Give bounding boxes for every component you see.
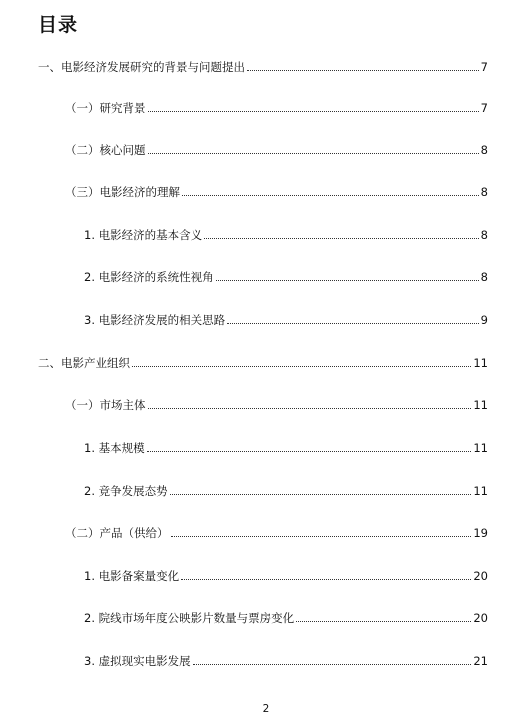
toc-leader-dots bbox=[181, 579, 471, 580]
toc-entry[interactable] bbox=[84, 611, 488, 625]
toc-entry-page: 8 bbox=[480, 185, 488, 199]
toc-entry[interactable] bbox=[65, 526, 488, 540]
toc-entry-label: 二、电影产业组织 bbox=[38, 356, 130, 370]
toc-entry-page: 7 bbox=[480, 60, 488, 74]
toc-entry-page: 9 bbox=[480, 313, 488, 327]
toc-leader-dots bbox=[204, 238, 479, 239]
page-title: 目录 bbox=[38, 14, 79, 36]
toc-entry-label: 3. 电影经济发展的相关思路 bbox=[84, 313, 226, 327]
toc-entry[interactable] bbox=[84, 228, 488, 242]
toc-entry-label: 1. 基本规模 bbox=[84, 441, 145, 455]
toc-entry-label: 2. 院线市场年度公映影片数量与票房变化 bbox=[84, 611, 295, 625]
toc-entry-label: （二）产品（供给） bbox=[65, 526, 169, 540]
toc-entry-page: 20 bbox=[473, 611, 488, 625]
toc-entry-page: 11 bbox=[473, 441, 488, 455]
toc-entry-label: （三）电影经济的理解 bbox=[65, 185, 180, 199]
toc-entry-page: 19 bbox=[473, 526, 488, 540]
toc-leader-dots bbox=[148, 408, 472, 409]
toc-entry-page: 8 bbox=[480, 270, 488, 284]
toc-leader-dots bbox=[147, 451, 472, 452]
toc-entry-label: 3. 虚拟现实电影发展 bbox=[84, 654, 191, 668]
toc-entry[interactable] bbox=[84, 654, 488, 668]
toc-entry-label: 2. 电影经济的系统性视角 bbox=[84, 270, 214, 284]
toc-entry-page: 8 bbox=[480, 228, 488, 242]
toc-entry[interactable] bbox=[65, 185, 488, 199]
toc-entry-label: 1. 电影备案量变化 bbox=[84, 569, 180, 583]
toc-entry[interactable] bbox=[84, 569, 488, 583]
toc-entry-page: 11 bbox=[473, 356, 488, 370]
toc-entry-page: 11 bbox=[473, 484, 488, 498]
toc-leader-dots bbox=[171, 536, 472, 537]
toc-entry[interactable] bbox=[84, 270, 488, 284]
toc-entry-label: （二）核心问题 bbox=[65, 143, 146, 157]
toc-entry-label: （一）研究背景 bbox=[65, 101, 146, 115]
toc-entry-label: 一、电影经济发展研究的背景与问题提出 bbox=[38, 60, 245, 74]
toc-entry-page: 8 bbox=[480, 143, 488, 157]
toc-leader-dots bbox=[193, 664, 472, 665]
toc-entry[interactable] bbox=[84, 441, 488, 455]
toc-entry-label: （一）市场主体 bbox=[65, 398, 146, 412]
toc-entry[interactable] bbox=[84, 313, 488, 327]
toc-leader-dots bbox=[182, 195, 479, 196]
toc-leader-dots bbox=[148, 111, 479, 112]
toc-entry[interactable] bbox=[38, 356, 488, 370]
toc-leader-dots bbox=[227, 323, 479, 324]
toc-entry[interactable] bbox=[65, 398, 488, 412]
toc-entry-label: 2. 竞争发展态势 bbox=[84, 484, 168, 498]
toc-entry-label: 1. 电影经济的基本含义 bbox=[84, 228, 203, 242]
toc-leader-dots bbox=[170, 494, 472, 495]
toc-entry[interactable] bbox=[65, 143, 488, 157]
toc-leader-dots bbox=[148, 153, 479, 154]
toc-leader-dots bbox=[216, 280, 479, 281]
toc-entry[interactable] bbox=[38, 60, 488, 74]
toc-entry[interactable] bbox=[65, 101, 488, 115]
toc-entry-page: 11 bbox=[473, 398, 488, 412]
toc-leader-dots bbox=[247, 70, 479, 71]
toc-entry[interactable] bbox=[84, 484, 488, 498]
toc-leader-dots bbox=[132, 366, 471, 367]
toc-entry-page: 20 bbox=[473, 569, 488, 583]
toc-entry-page: 7 bbox=[480, 101, 488, 115]
page-number: 2 bbox=[262, 703, 270, 715]
toc-leader-dots bbox=[296, 621, 471, 622]
toc-entry-page: 21 bbox=[473, 654, 488, 668]
